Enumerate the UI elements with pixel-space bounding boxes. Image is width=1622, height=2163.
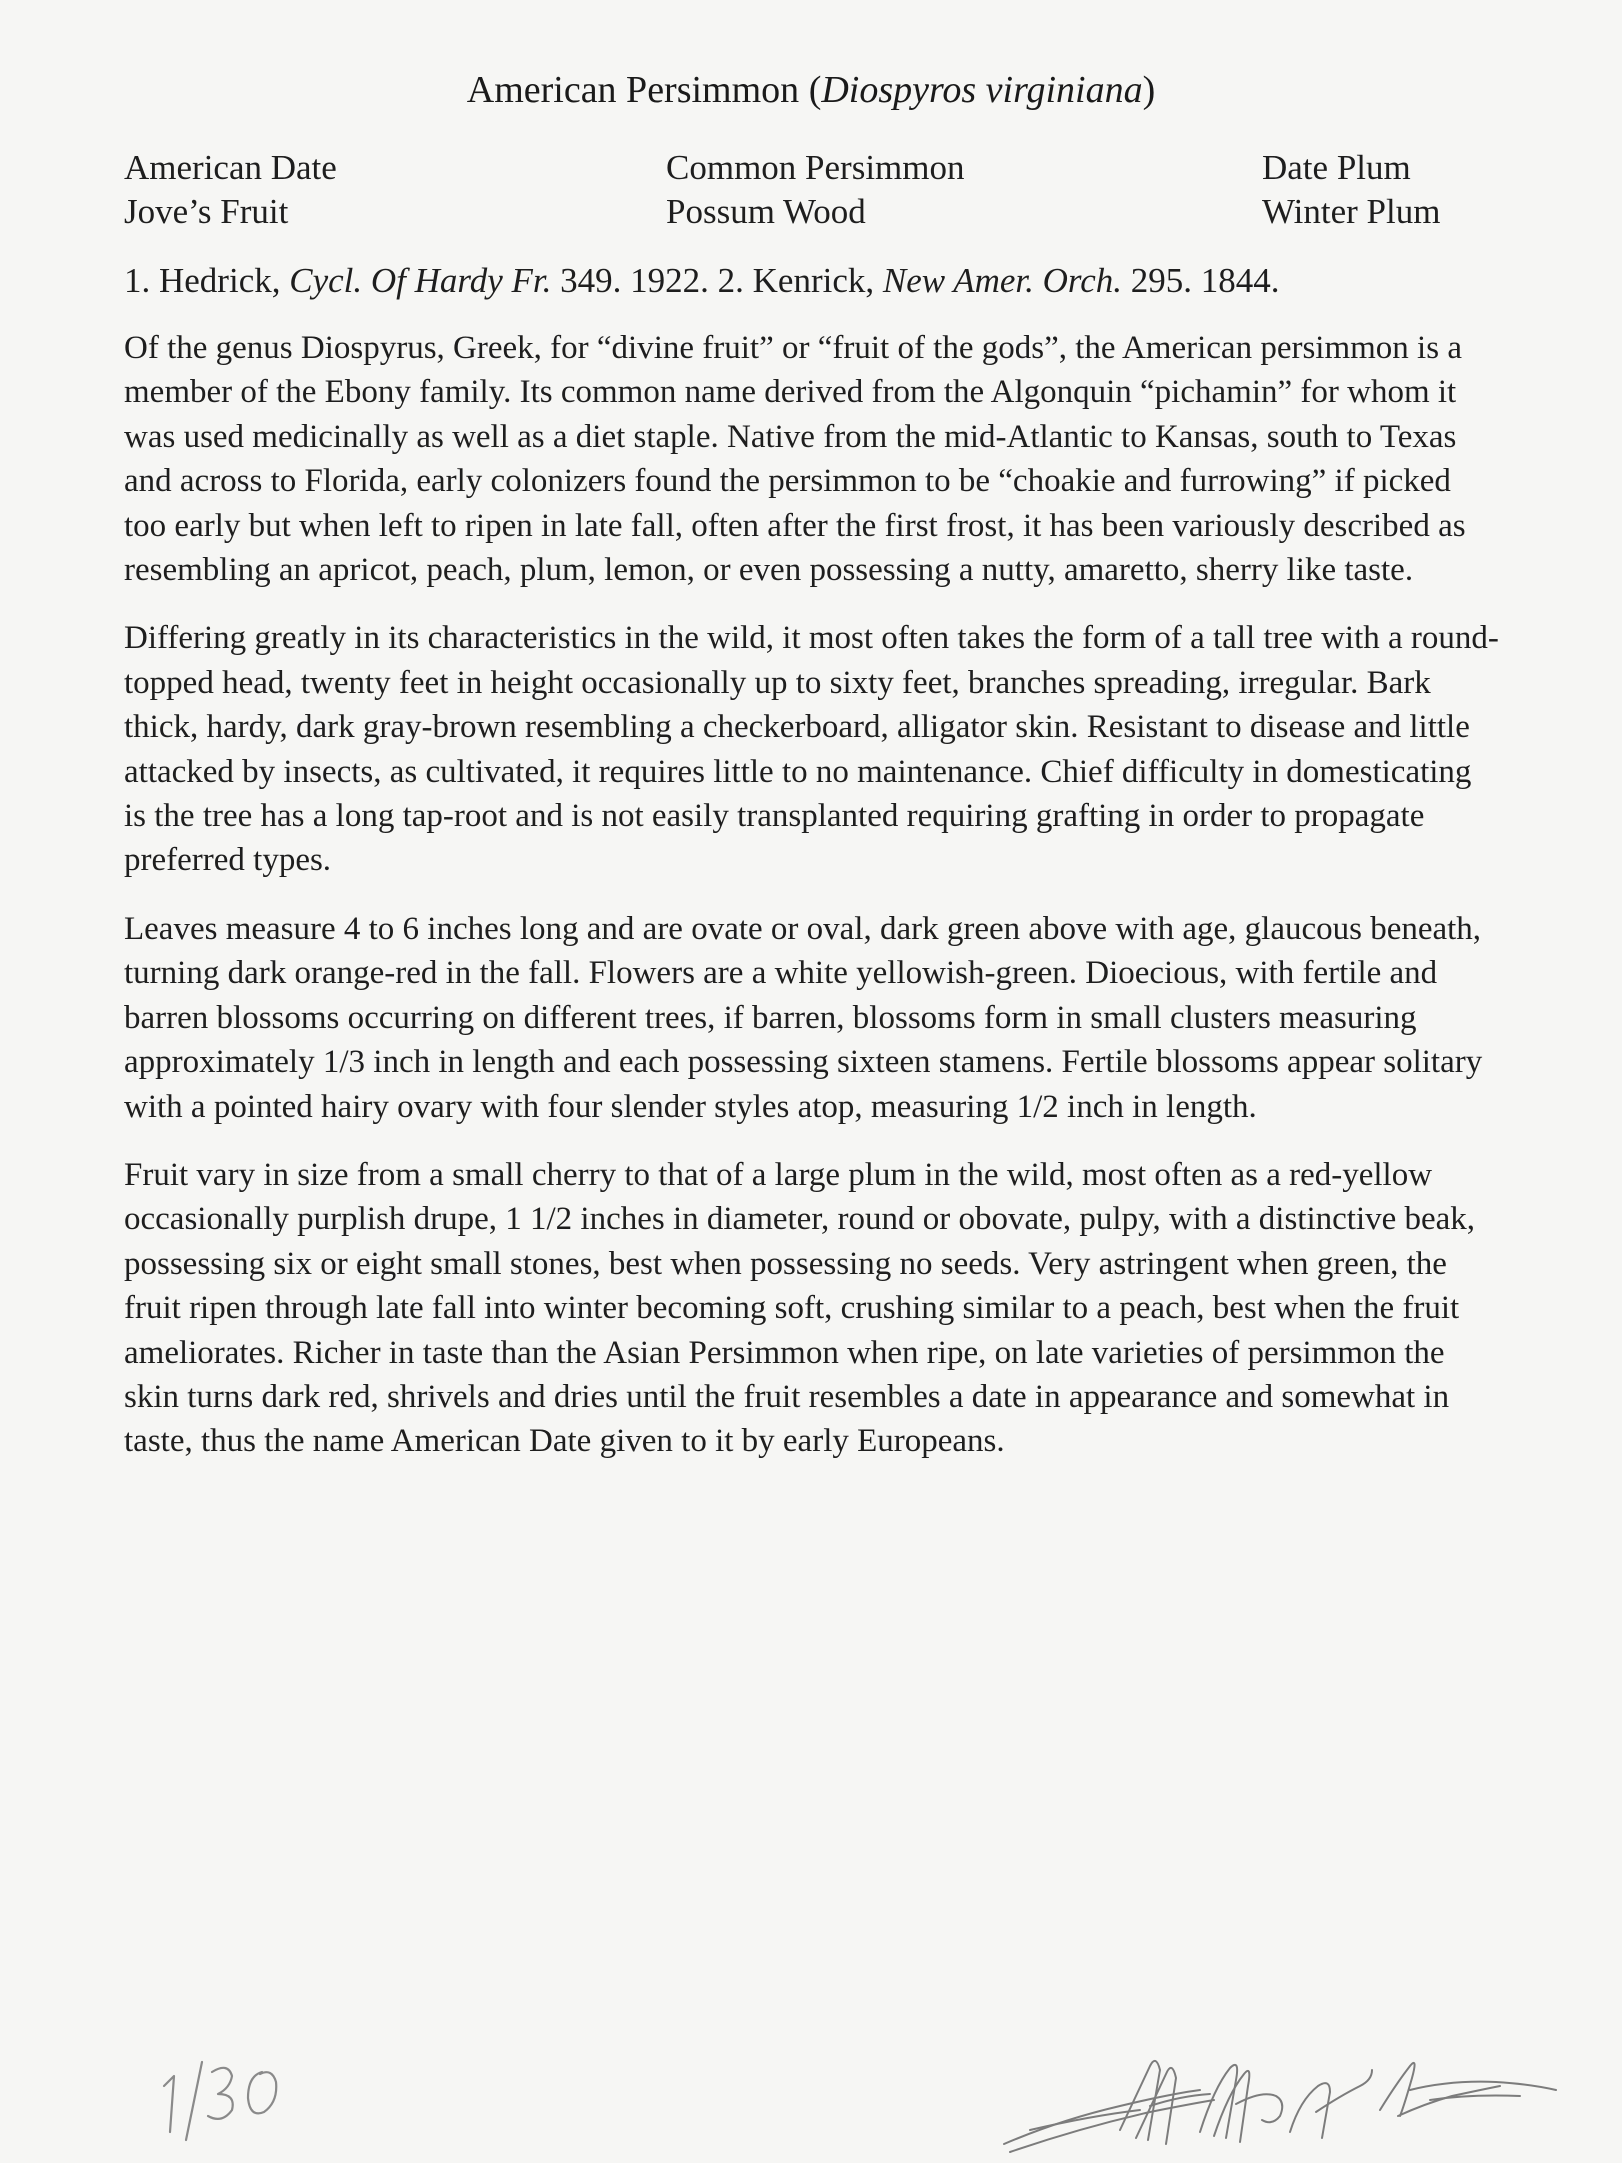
alternate-names-column-2	[666, 146, 965, 234]
title-open-paren: (	[808, 69, 822, 111]
artist-signature-pencil	[1000, 2020, 1560, 2160]
reference-2-details: 295. 1844.	[1122, 261, 1280, 300]
alternate-names-column-3	[1262, 146, 1440, 234]
paragraph-leaves-flowers: Leaves measure 4 to 6 inches long and are ovate or oval, dark green above with age, glaucous beneath, turning dark orange-red in the fall. Flowers are a white yellowish-green. Dioecious, with fertile and barren blossoms occurring on different trees, if barren, blossoms form in small clusters measuring approximately 1/3 inch in length and each possessing sixteen stamens. Fertile blossoms appear solitary with a pointed hairy ovary with four slender styles atop, measuring 1/2 inch in length.	[124, 910, 1483, 1125]
edition-number: 1/30	[150, 2046, 152, 2047]
edition-slash-stroke	[186, 2062, 202, 2140]
reference-1-author: 1. Hedrick,	[124, 261, 290, 300]
title-close-paren: )	[1142, 69, 1156, 111]
alternate-name: American Date	[124, 148, 337, 187]
edition-digit-stroke	[164, 2076, 174, 2132]
alternate-name: Winter Plum	[1262, 192, 1441, 231]
reference-1-title: Cycl. Of Hardy Fr.	[289, 261, 552, 300]
alternate-name: Common Persimmon	[666, 148, 965, 187]
paragraph-genus: Of the genus Diospyrus, Greek, for “divine fruit” or “fruit of the gods”, the American persimmon is a member of the Ebony family. Its common name derived from the Algonquin “pichamin” for whom it was used medicinally as well as a diet staple. Native from the mid-Atlantic to Kansas, south to Texas and across to Florida, early colonizers found the persimmon to be “choakie and furrowing” if picked too early but when left to ripen in late fall, often after the first frost, it has been variously described as resembling an apricot, peach, plum, lemon, or even possessing a nutty, amaretto, sherry like taste.	[124, 330, 1466, 589]
description-body	[124, 326, 1500, 1488]
paragraph-fruit: Fruit vary in size from a small cherry to that of a large plum in the wild, most often as a red-yellow occasionally purplish drupe, 1 1/2 inches in diameter, round or obovate, pulpy, with a distinctive beak, possessing six or eight small stones, best when possessing no seeds. Very astringent when green, the fruit ripen through late fall into winter becoming soft, crushing similar to a peach, best when the fruit ameliorates. Richer in taste than the Asian Persimmon when ripe, on late varieties of persimmon the skin turns dark red, shrivels and dries until the fruit resembles a date in appearance and somewhat in taste, thus the name American Date given to it by early Europeans.	[124, 1156, 1476, 1460]
reference-1-details: 349. 1922. 2. Kenrick,	[551, 261, 883, 300]
edition-digit-stroke	[208, 2068, 233, 2119]
common-name: American Persimmon	[466, 69, 800, 111]
edition-digit-stroke	[248, 2072, 276, 2113]
reference-2-title: New Amer. Orch.	[882, 261, 1123, 300]
edition-number-pencil	[150, 2046, 320, 2146]
alternate-names-column-1	[124, 146, 337, 234]
alternate-name: Date Plum	[1262, 148, 1411, 187]
page-title	[0, 66, 1622, 114]
scientific-name: Diospyros virginiana	[821, 69, 1143, 111]
paragraph-tree-form: Differing greatly in its characteristics in the wild, it most often takes the form of a tall tree with a round-topped head, twenty feet in height occasionally up to sixty feet, branches spreading, irregular. Bark thick, hardy, dark gray-brown resembling a checkerboard, alligator skin. Resistant to disease and little attacked by insects, as cultivated, it requires little to no maintenance. Chief difficulty in domesticating is the tree has a long tap-root and is not easily transplanted requiring grafting in order to propagate preferred types.	[124, 620, 1499, 879]
alternate-names	[124, 146, 1478, 236]
alternate-name: Possum Wood	[666, 192, 866, 231]
alternate-name: Jove’s Fruit	[124, 192, 289, 231]
references	[124, 258, 1504, 304]
